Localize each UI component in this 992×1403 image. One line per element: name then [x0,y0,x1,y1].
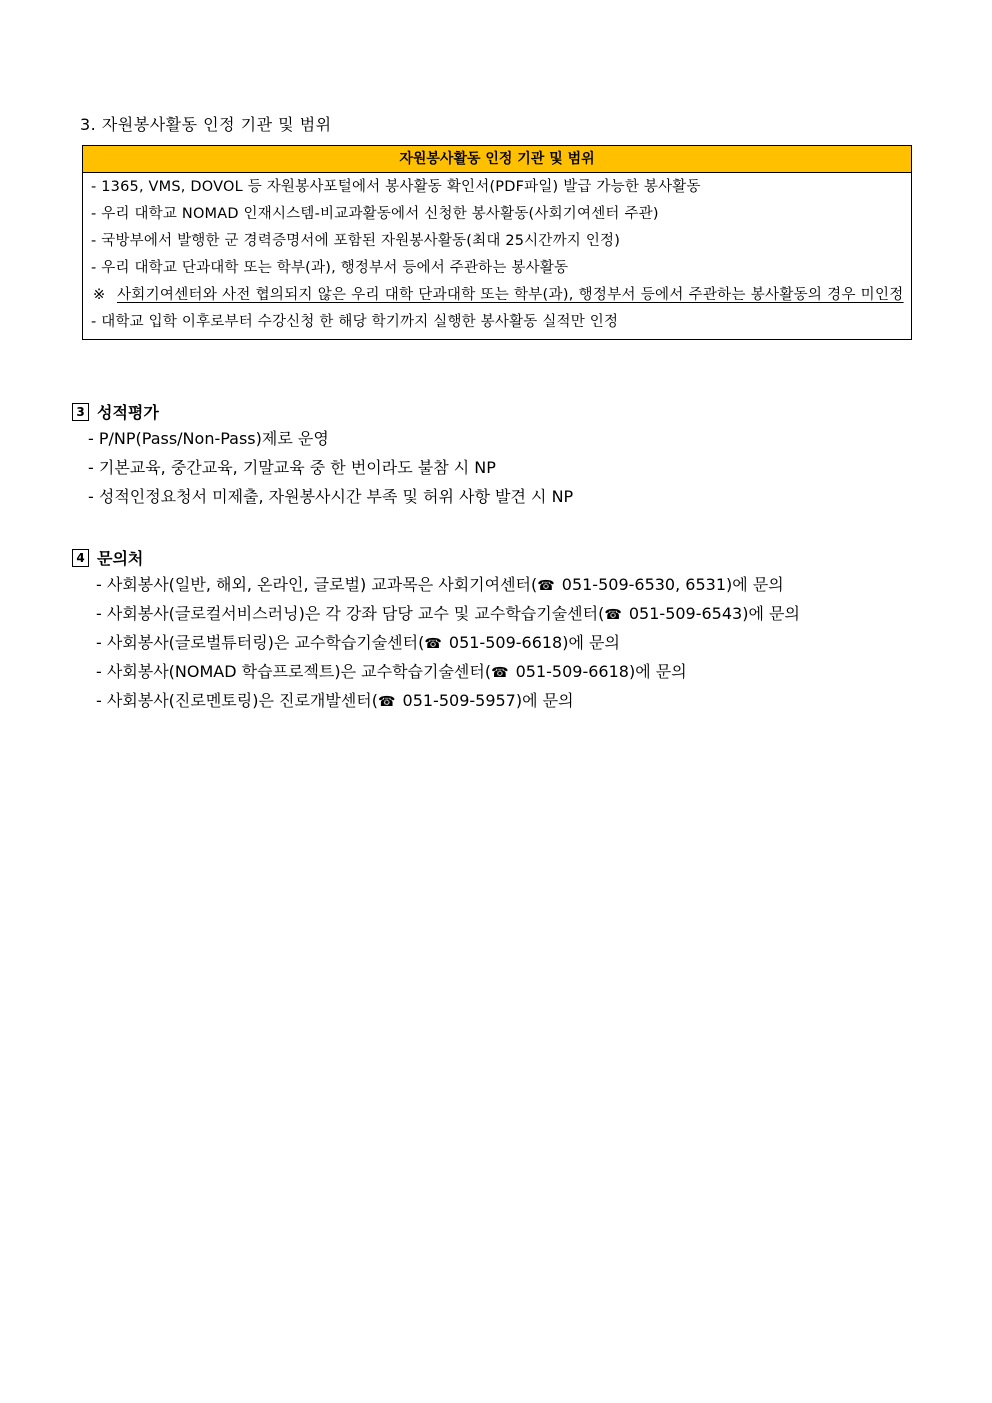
phone-icon: ☎ [377,694,396,710]
list-item: - 사회봉사(일반, 해외, 온라인, 글로벌) 교과목은 사회기여센터(☎ 051-509-6530, 6531)에 문의 [96,575,784,594]
table-row: - 우리 대학교 NOMAD 인재시스템-비교과활동에서 신청한 봉사활동(사회기여센터 주관) [91,206,659,222]
list-item: - 성적인정요청서 미제출, 자원봉사시간 부족 및 허위 사항 발견 시 NP [88,487,574,506]
phone-icon: ☎ [604,607,622,623]
phone-number: 051-509-6618 [448,633,563,652]
table-row: - 대학교 입학 이후로부터 수강신청 한 해당 학기까지 실행한 봉사활동 실적만 인정 [91,314,619,330]
contact-section-heading [72,546,143,569]
table-header: 자원봉사활동 인정 기관 및 범위 [83,146,911,173]
table-note [83,282,911,309]
table-row: - 국방부에서 발행한 군 경력증명서에 포함된 자원봉사활동(최대 25시간까지 인정) [91,233,621,249]
phone-number: 051-509-6618 [515,662,629,681]
note-text: 사회기여센터와 사전 협의되지 않은 우리 대학 단과대학 또는 학부(과), 행정부서 등에서 주관하는 봉사활동의 경우 미인정 [117,287,904,303]
list-item: - P/NP(Pass/Non-Pass)제로 운영 [88,429,329,448]
phone-number: 051-509-5957 [402,691,516,710]
recognition-table [82,145,912,340]
table-row: - 우리 대학교 단과대학 또는 학부(과), 행정부서 등에서 주관하는 봉사활동 [91,260,569,276]
phone-icon: ☎ [491,665,509,681]
list-item: - 기본교육, 중간교육, 기말교육 중 한 번이라도 불참 시 NP [88,458,496,477]
contact-list [96,570,800,715]
grading-title: 성적평가 [97,403,159,422]
section-3-title: 3. 자원봉사활동 인정 기관 및 범위 [80,115,332,134]
grading-list [88,424,573,511]
phone-number: 051-509-6543 [628,604,743,623]
phone-number: 051-509-6530, 6531 [561,575,726,594]
list-item: - 사회봉사(글로벌튜터링)은 교수학습기술센터(☎ 051-509-6618)에 문의 [96,633,620,652]
grading-section-heading [72,400,159,423]
table-row: - 1365, VMS, DOVOL 등 자원봉사포털에서 봉사활동 확인서(PDF파일) 발급 가능한 봉사활동 [91,179,701,195]
table-body [83,173,911,339]
list-item: - 사회봉사(진로멘토링)은 진로개발센터(☎ 051-509-5957)에 문의 [96,691,574,710]
list-item: - 사회봉사(NOMAD 학습프로젝트)은 교수학습기술센터(☎ 051-509-6618)에 문의 [96,662,687,681]
phone-icon: ☎ [537,578,555,594]
note-mark: ※ [93,287,106,303]
section-number-box: 3 [72,403,89,421]
list-item: - 사회봉사(글로컬서비스러닝)은 각 강좌 담당 교수 및 교수학습기술센터(☎ 051-509-6543)에 문의 [96,604,800,623]
section-number-box: 4 [72,549,89,567]
phone-icon: ☎ [424,636,442,652]
contact-title: 문의처 [97,549,144,568]
